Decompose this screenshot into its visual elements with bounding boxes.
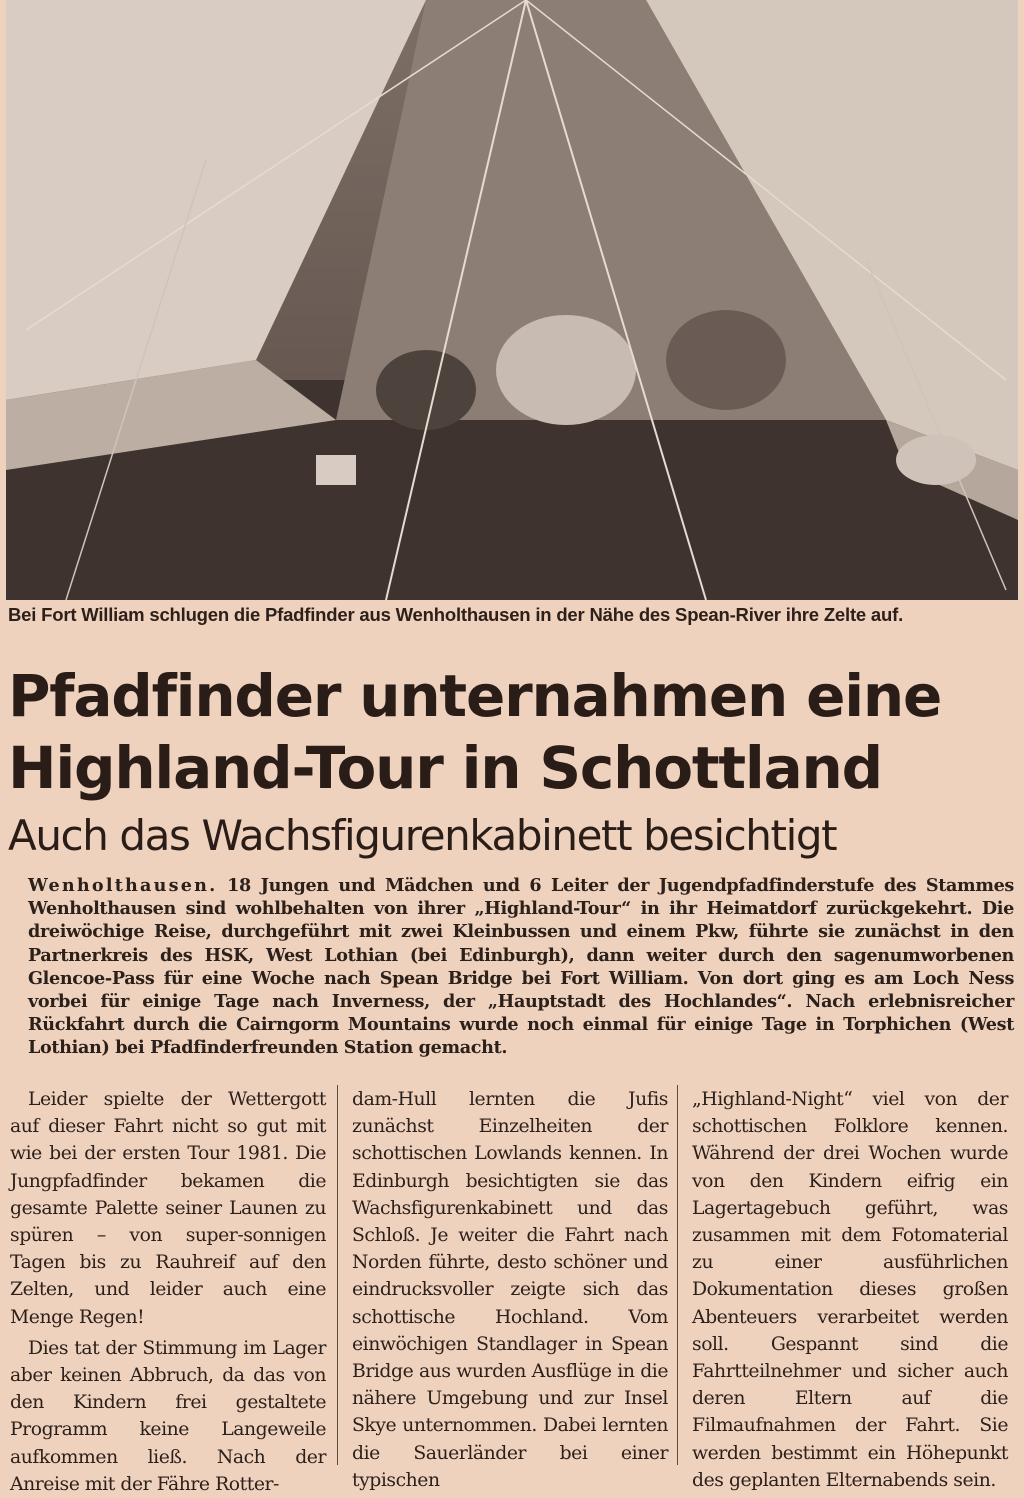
column-3 [692,1086,1008,1494]
lead-paragraph [28,874,1014,1060]
body-paragraph: dam-Hull lernten die Jufis zunächst Einzelheiten der schottischen Lowlands kennen. In Edinburgh besichtigten sie das Wachsfigurenkabinett und das Schloß. Je weiter die Fahrt nach Norden führte, desto schöner und eindrucksvoller zeigte sich das schottische Hochland. Vom einwöchigen Standlager in Spean Bridge aus wurden Ausflüge in die nähere Umgebung und zur Insel Skye unternommen. Dabei lernten die Sauerländer bei einer typischen [352,1089,668,1491]
photo-caption: Bei Fort William schlugen die Pfadfinder aus Wenholthausen in der Nähe des Spean-River ihre Zelte auf. [8,604,904,625]
headline-line-1: Pfadfinder unternahmen eine [8,662,942,730]
headline-line-2: Highland-Tour in Schottland [8,734,882,802]
body-paragraph: Leider spielte der Wettergott auf dieser Fahrt nicht so gut mit wie bei der ersten Tour 1981. Die Jungpfadfinder bekamen die gesamte Palette seiner Launen zu spüren – von super-sonnigen Tagen bis zu Rauhreif auf den Zelten, und leider auch eine Menge Regen! [10,1089,326,1328]
dateline: Wenholthausen. [28,875,218,896]
column-divider [677,1085,678,1465]
lead-text: 18 Jungen und Mädchen und 6 Leiter der Jugendpfadfinderstufe des Stammes Wenholthausen sind wohlbehalten von ihrer „Highland-Tour“ in ihr Heimatdorf zurückgekehrt. Die dreiwöchige Reise, durchgeführt mit zwei Kleinbussen und einem Pkw, führte sie zunächst in den Partnerkreis des HSK, West Lothian (bei Edinburgh), dann weiter durch den sagenumworbenen Glencoe-Pass für eine Woche nach Spean Bridge bei Fort William. Von dort ging es am Loch Ness vorbei für einige Tage nach Inverness, der „Hauptstadt des Hochlandes“. Nach erlebnisreicher Rückfahrt durch die Cairngorm Mountains wurde noch einmal für einige Tage in Torphichen (West Lothian) bei Pfadfinderfreunden Station gemacht. [28,875,1014,1059]
tent-photo [6,0,1018,600]
column-1 [10,1086,326,1498]
tent-photo-icon [6,0,1018,600]
column-divider [337,1085,338,1465]
subheadline: Auch das Wachsfigurenkabinett besichtigt [8,811,837,860]
headline [8,660,1018,804]
body-paragraph: „Highland-Night“ viel von der schottischen Folklore kennen. Während der drei Wochen wurde von den Kindern eifrig ein Lagertagebuch geführt, was zusammen mit dem Fotomaterial zu einer ausführlichen Dokumentation dieses großen Abenteuers verarbeitet werden soll. Gespannt sind die Fahrtteilnehmer und sicher auch deren Eltern auf die Filmaufnahmen der Fahrt. Sie werden bestimmt ein Höhepunkt des geplanten Elternabends sein. [692,1089,1008,1491]
body-paragraph: Dies tat der Stimmung im Lager aber keinen Abbruch, da das von den Kindern frei gestaltete Programm keine Langeweile aufkommen ließ. Nach der Anreise mit der Fähre Rotter- [10,1337,326,1495]
column-2 [352,1086,668,1494]
